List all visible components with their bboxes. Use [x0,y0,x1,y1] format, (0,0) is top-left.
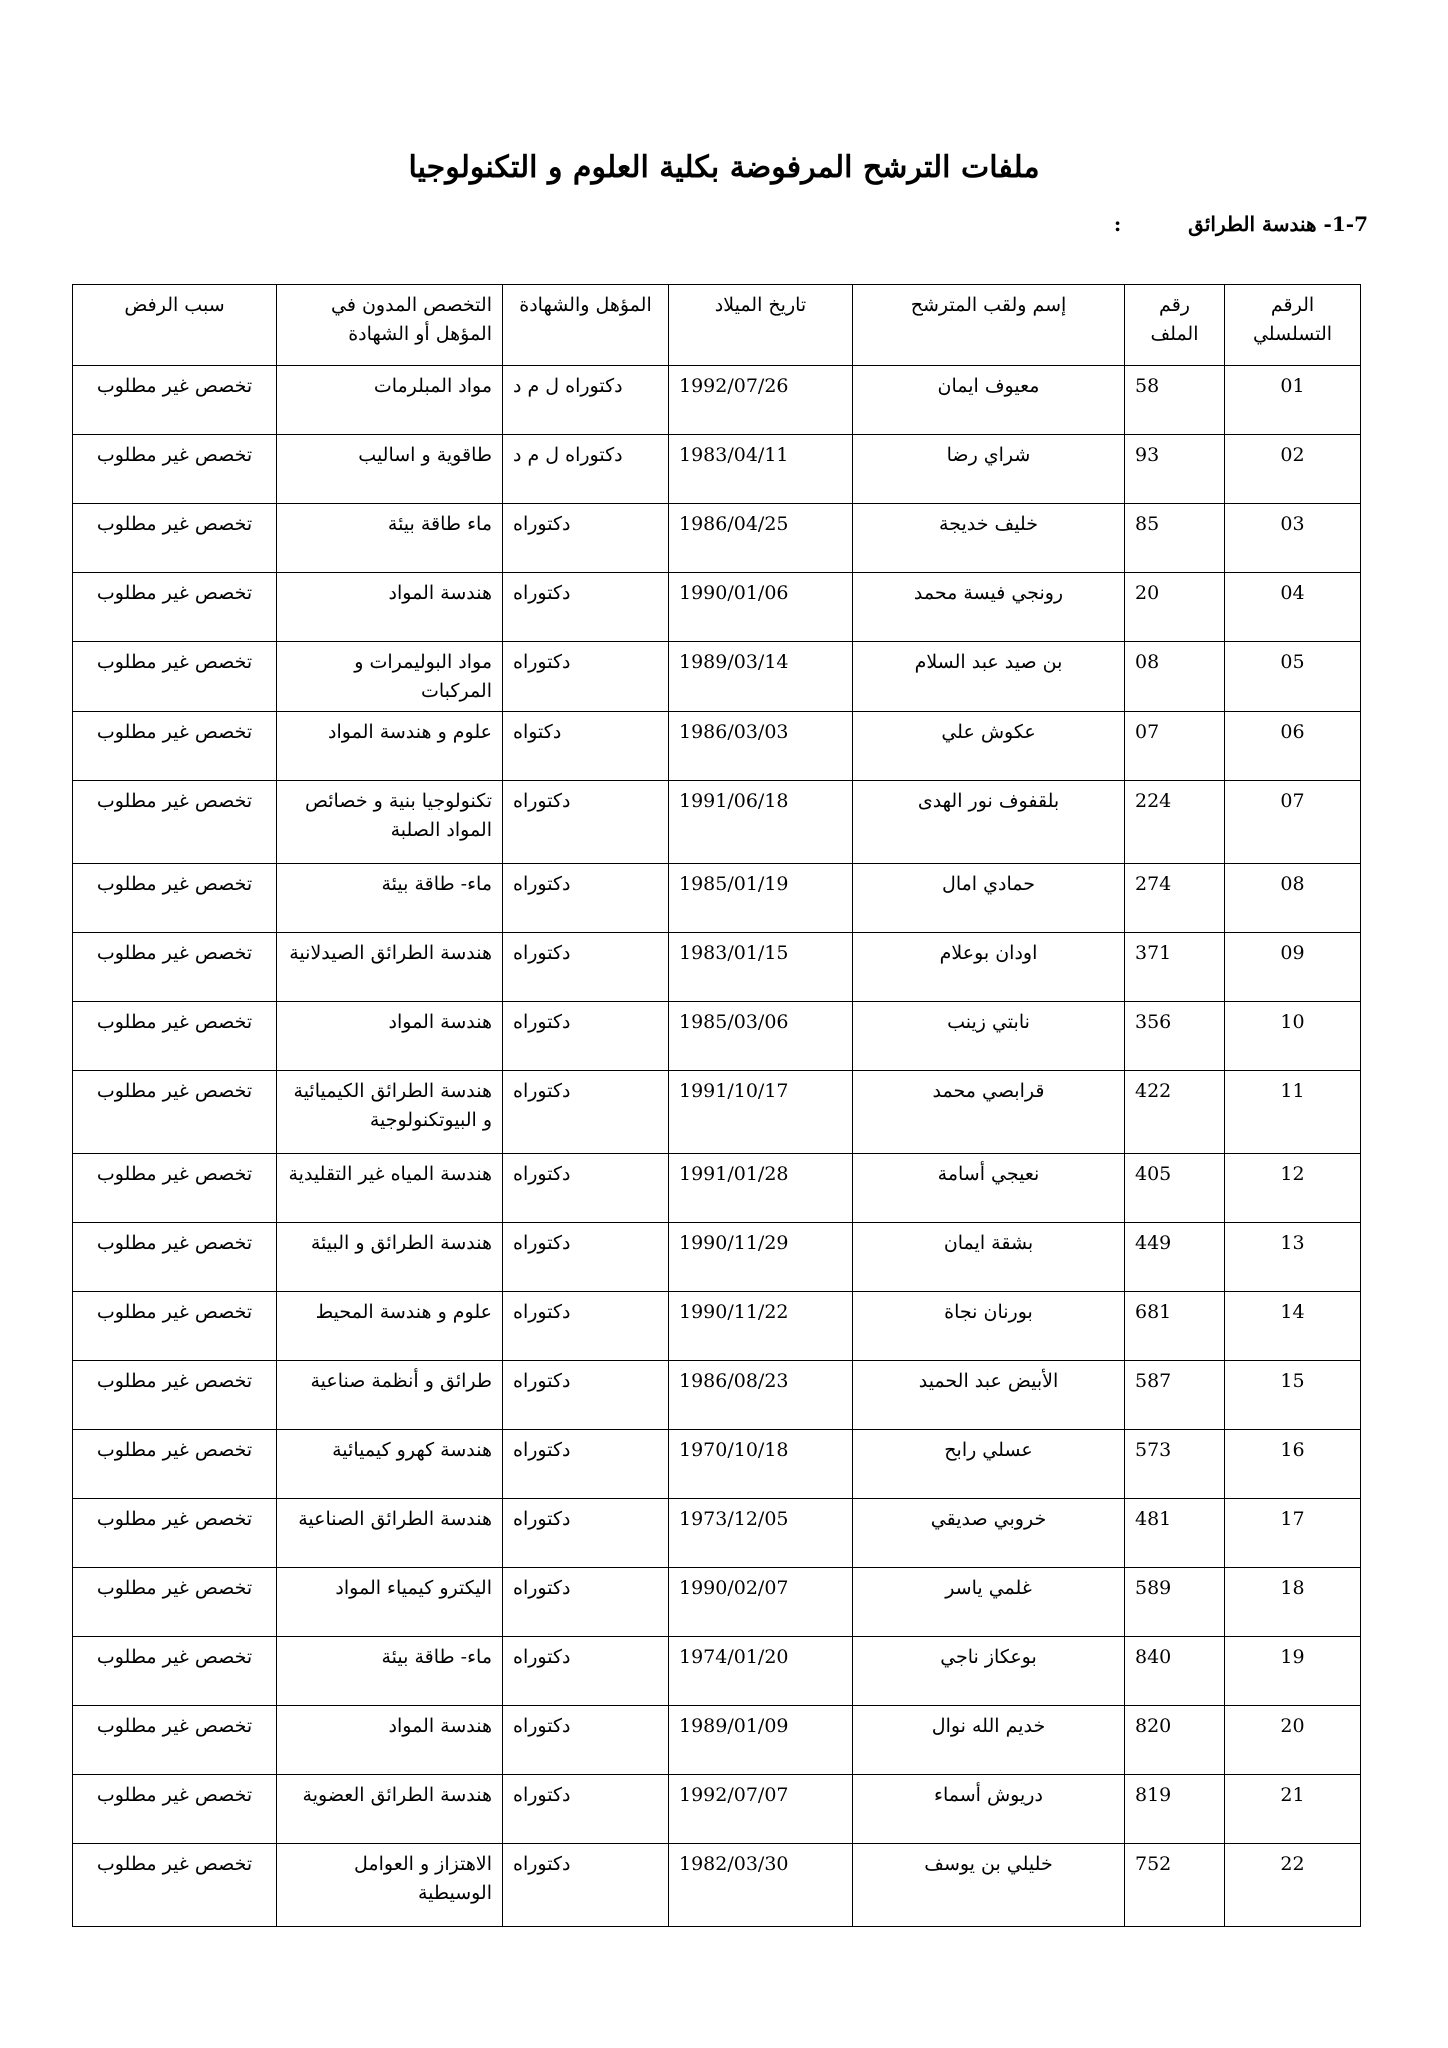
qualification-cell: دكتوراه [503,864,669,933]
file-number-cell: 819 [1125,1775,1225,1844]
header-rejection-reason: سبب الرفض [73,285,277,366]
specialty-cell: هندسة الطرائق الكيميائية و البيوتكنولوجية [277,1071,503,1154]
birth-date-cell: 1992/07/26 [669,366,853,435]
serial-cell: 15 [1225,1361,1361,1430]
header-candidate-name: إسم ولقب المترشح [853,285,1125,366]
rejection-reason-cell: تخصص غير مطلوب [73,1499,277,1568]
birth-date-cell: 1986/04/25 [669,504,853,573]
candidate-name-cell: نعيجي أسامة [853,1154,1125,1223]
file-number-cell: 752 [1125,1844,1225,1927]
file-number-cell: 224 [1125,781,1225,864]
candidate-name-cell: بلقفوف نور الهدى [853,781,1125,864]
specialty-cell: هندسة المواد [277,1706,503,1775]
serial-cell: 17 [1225,1499,1361,1568]
candidate-name-cell: نابتي زينب [853,1002,1125,1071]
qualification-cell: دكتوراه [503,1223,669,1292]
candidate-name-cell: شراي رضا [853,435,1125,504]
serial-cell: 01 [1225,366,1361,435]
rejection-reason-cell: تخصص غير مطلوب [73,781,277,864]
table-row [73,1568,1361,1637]
rejection-reason-cell: تخصص غير مطلوب [73,1844,277,1927]
rejection-reason-cell: تخصص غير مطلوب [73,366,277,435]
specialty-cell: هندسة الطرائق الصناعية [277,1499,503,1568]
rejection-reason-cell: تخصص غير مطلوب [73,642,277,712]
candidate-name-cell: غلمي ياسر [853,1568,1125,1637]
header-serial: الرقم التسلسلي [1225,285,1361,366]
file-number-cell: 405 [1125,1154,1225,1223]
candidate-name-cell: خديم الله نوال [853,1706,1125,1775]
rejection-reason-cell: تخصص غير مطلوب [73,1637,277,1706]
qualification-cell: دكتواه [503,712,669,781]
specialty-cell: هندسة الطرائق و البيئة [277,1223,503,1292]
table-row [73,1430,1361,1499]
birth-date-cell: 1990/11/29 [669,1223,853,1292]
page-title: ملفات الترشح المرفوضة بكلية العلوم و التكنولوجيا [408,150,1040,185]
serial-cell: 14 [1225,1292,1361,1361]
qualification-cell: دكتوراه [503,1361,669,1430]
specialty-cell: هندسة الطرائق الصيدلانية [277,933,503,1002]
specialty-cell: علوم و هندسة المواد [277,712,503,781]
qualification-cell: دكتوراه [503,1568,669,1637]
specialty-cell: هندسة المواد [277,1002,503,1071]
serial-cell: 06 [1225,712,1361,781]
birth-date-cell: 1973/12/05 [669,1499,853,1568]
candidate-name-cell: بوعكاز ناجي [853,1637,1125,1706]
table-header-row [73,285,1361,366]
serial-cell: 19 [1225,1637,1361,1706]
birth-date-cell: 1983/04/11 [669,435,853,504]
rejection-reason-cell: تخصص غير مطلوب [73,1775,277,1844]
birth-date-cell: 1991/01/28 [669,1154,853,1223]
file-number-cell: 07 [1125,712,1225,781]
rejection-reason-cell: تخصص غير مطلوب [73,1568,277,1637]
candidate-name-cell: خليلي بن يوسف [853,1844,1125,1927]
candidate-name-cell: عسلي رابح [853,1430,1125,1499]
qualification-cell: دكتوراه [503,1637,669,1706]
table-row [73,1844,1361,1927]
table-row [73,933,1361,1002]
header-qualification: المؤهل والشهادة [503,285,669,366]
file-number-cell: 274 [1125,864,1225,933]
specialty-cell: الاهتزاز و العوامل الوسيطية [277,1844,503,1927]
birth-date-cell: 1982/03/30 [669,1844,853,1927]
birth-date-cell: 1992/07/07 [669,1775,853,1844]
specialty-cell: علوم و هندسة المحيط [277,1292,503,1361]
specialty-cell: هندسة الطرائق العضوية [277,1775,503,1844]
header-file-number: رقم الملف [1125,285,1225,366]
birth-date-cell: 1990/01/06 [669,573,853,642]
serial-cell: 22 [1225,1844,1361,1927]
specialty-cell: طاقوية و اساليب [277,435,503,504]
file-number-cell: 422 [1125,1071,1225,1154]
serial-cell: 04 [1225,573,1361,642]
rejection-reason-cell: تخصص غير مطلوب [73,1430,277,1499]
table-row [73,1361,1361,1430]
header-specialty: التخصص المدون في المؤهل أو الشهادة [277,285,503,366]
specialty-cell: ماء- طاقة بيئة [277,864,503,933]
specialty-cell: طرائق و أنظمة صناعية [277,1361,503,1430]
file-number-cell: 587 [1125,1361,1225,1430]
birth-date-cell: 1985/03/06 [669,1002,853,1071]
candidate-name-cell: بشقة ايمان [853,1223,1125,1292]
rejection-reason-cell: تخصص غير مطلوب [73,712,277,781]
rejection-reason-cell: تخصص غير مطلوب [73,1154,277,1223]
qualification-cell: دكتوراه [503,1071,669,1154]
specialty-cell: مواد البوليمرات و المركبات [277,642,503,712]
candidate-name-cell: الأبيض عبد الحميد [853,1361,1125,1430]
qualification-cell: دكتوراه [503,642,669,712]
candidate-name-cell: رونجي فيسة محمد [853,573,1125,642]
birth-date-cell: 1991/10/17 [669,1071,853,1154]
specialty-cell: ماء طاقة بيئة [277,504,503,573]
table-row [73,504,1361,573]
serial-cell: 10 [1225,1002,1361,1071]
birth-date-cell: 1986/03/03 [669,712,853,781]
rejection-reason-cell: تخصص غير مطلوب [73,1071,277,1154]
serial-cell: 20 [1225,1706,1361,1775]
table-row [73,642,1361,712]
rejection-reason-cell: تخصص غير مطلوب [73,1223,277,1292]
birth-date-cell: 1983/01/15 [669,933,853,1002]
qualification-cell: دكتوراه [503,1844,669,1927]
candidate-name-cell: خليف خديجة [853,504,1125,573]
section-heading [1114,212,1368,236]
serial-cell: 16 [1225,1430,1361,1499]
qualification-cell: دكتوراه [503,1292,669,1361]
specialty-cell: هندسة المواد [277,573,503,642]
qualification-cell: دكتوراه [503,1154,669,1223]
specialty-cell: تكنولوجيا بنية و خصائص المواد الصلبة [277,781,503,864]
qualification-cell: دكتوراه [503,1499,669,1568]
file-number-cell: 85 [1125,504,1225,573]
serial-cell: 13 [1225,1223,1361,1292]
serial-cell: 08 [1225,864,1361,933]
table-row [73,1292,1361,1361]
file-number-cell: 820 [1125,1706,1225,1775]
file-number-cell: 449 [1125,1223,1225,1292]
serial-cell: 05 [1225,642,1361,712]
birth-date-cell: 1986/08/23 [669,1361,853,1430]
table-row [73,864,1361,933]
specialty-cell: اليكترو كيمياء المواد [277,1568,503,1637]
candidate-name-cell: خروبي صديقي [853,1499,1125,1568]
file-number-cell: 481 [1125,1499,1225,1568]
section-label: 1-7- هندسة الطرائق [1188,212,1368,236]
serial-cell: 07 [1225,781,1361,864]
rejection-reason-cell: تخصص غير مطلوب [73,864,277,933]
file-number-cell: 58 [1125,366,1225,435]
header-birth-date: تاريخ الميلاد [669,285,853,366]
qualification-cell: دكتوراه ل م د [503,435,669,504]
qualification-cell: دكتوراه [503,1430,669,1499]
table-row [73,366,1361,435]
table-row [73,1499,1361,1568]
table-row [73,1002,1361,1071]
table-row [73,1706,1361,1775]
qualification-cell: دكتوراه [503,504,669,573]
table-row [73,1071,1361,1154]
serial-cell: 02 [1225,435,1361,504]
birth-date-cell: 1989/01/09 [669,1706,853,1775]
qualification-cell: دكتوراه [503,573,669,642]
birth-date-cell: 1990/11/22 [669,1292,853,1361]
serial-cell: 12 [1225,1154,1361,1223]
candidate-name-cell: معيوف ايمان [853,366,1125,435]
rejection-reason-cell: تخصص غير مطلوب [73,1002,277,1071]
birth-date-cell: 1991/06/18 [669,781,853,864]
file-number-cell: 08 [1125,642,1225,712]
table-row [73,712,1361,781]
specialty-cell: مواد المبلرمات [277,366,503,435]
rejection-reason-cell: تخصص غير مطلوب [73,435,277,504]
rejected-files-table [72,284,1361,1927]
rejection-reason-cell: تخصص غير مطلوب [73,1706,277,1775]
serial-cell: 11 [1225,1071,1361,1154]
serial-cell: 09 [1225,933,1361,1002]
birth-date-cell: 1989/03/14 [669,642,853,712]
birth-date-cell: 1990/02/07 [669,1568,853,1637]
qualification-cell: دكتوراه [503,1706,669,1775]
candidate-name-cell: دريوش أسماء [853,1775,1125,1844]
serial-cell: 21 [1225,1775,1361,1844]
file-number-cell: 93 [1125,435,1225,504]
qualification-cell: دكتوراه [503,1002,669,1071]
file-number-cell: 589 [1125,1568,1225,1637]
birth-date-cell: 1970/10/18 [669,1430,853,1499]
serial-cell: 03 [1225,504,1361,573]
file-number-cell: 840 [1125,1637,1225,1706]
qualification-cell: دكتوراه ل م د [503,366,669,435]
candidate-name-cell: عكوش علي [853,712,1125,781]
file-number-cell: 356 [1125,1002,1225,1071]
qualification-cell: دكتوراه [503,781,669,864]
file-number-cell: 573 [1125,1430,1225,1499]
table-row [73,435,1361,504]
table-row [73,1223,1361,1292]
candidate-name-cell: اودان بوعلام [853,933,1125,1002]
qualification-cell: دكتوراه [503,1775,669,1844]
rejection-reason-cell: تخصص غير مطلوب [73,933,277,1002]
specialty-cell: هندسة كهرو كيميائية [277,1430,503,1499]
rejection-reason-cell: تخصص غير مطلوب [73,1292,277,1361]
table-row [73,1637,1361,1706]
rejection-reason-cell: تخصص غير مطلوب [73,504,277,573]
table-row [73,573,1361,642]
candidate-name-cell: بورنان نجاة [853,1292,1125,1361]
birth-date-cell: 1974/01/20 [669,1637,853,1706]
serial-cell: 18 [1225,1568,1361,1637]
rejection-reason-cell: تخصص غير مطلوب [73,573,277,642]
specialty-cell: هندسة المياه غير التقليدية [277,1154,503,1223]
qualification-cell: دكتوراه [503,933,669,1002]
table-row [73,1154,1361,1223]
file-number-cell: 371 [1125,933,1225,1002]
candidate-name-cell: قرابصي محمد [853,1071,1125,1154]
birth-date-cell: 1985/01/19 [669,864,853,933]
candidate-name-cell: حمادي امال [853,864,1125,933]
table-row [73,781,1361,864]
section-colon: : [1113,212,1122,236]
table-row [73,1775,1361,1844]
rejection-reason-cell: تخصص غير مطلوب [73,1361,277,1430]
specialty-cell: ماء- طاقة بيئة [277,1637,503,1706]
file-number-cell: 20 [1125,573,1225,642]
file-number-cell: 681 [1125,1292,1225,1361]
candidate-name-cell: بن صيد عبد السلام [853,642,1125,712]
